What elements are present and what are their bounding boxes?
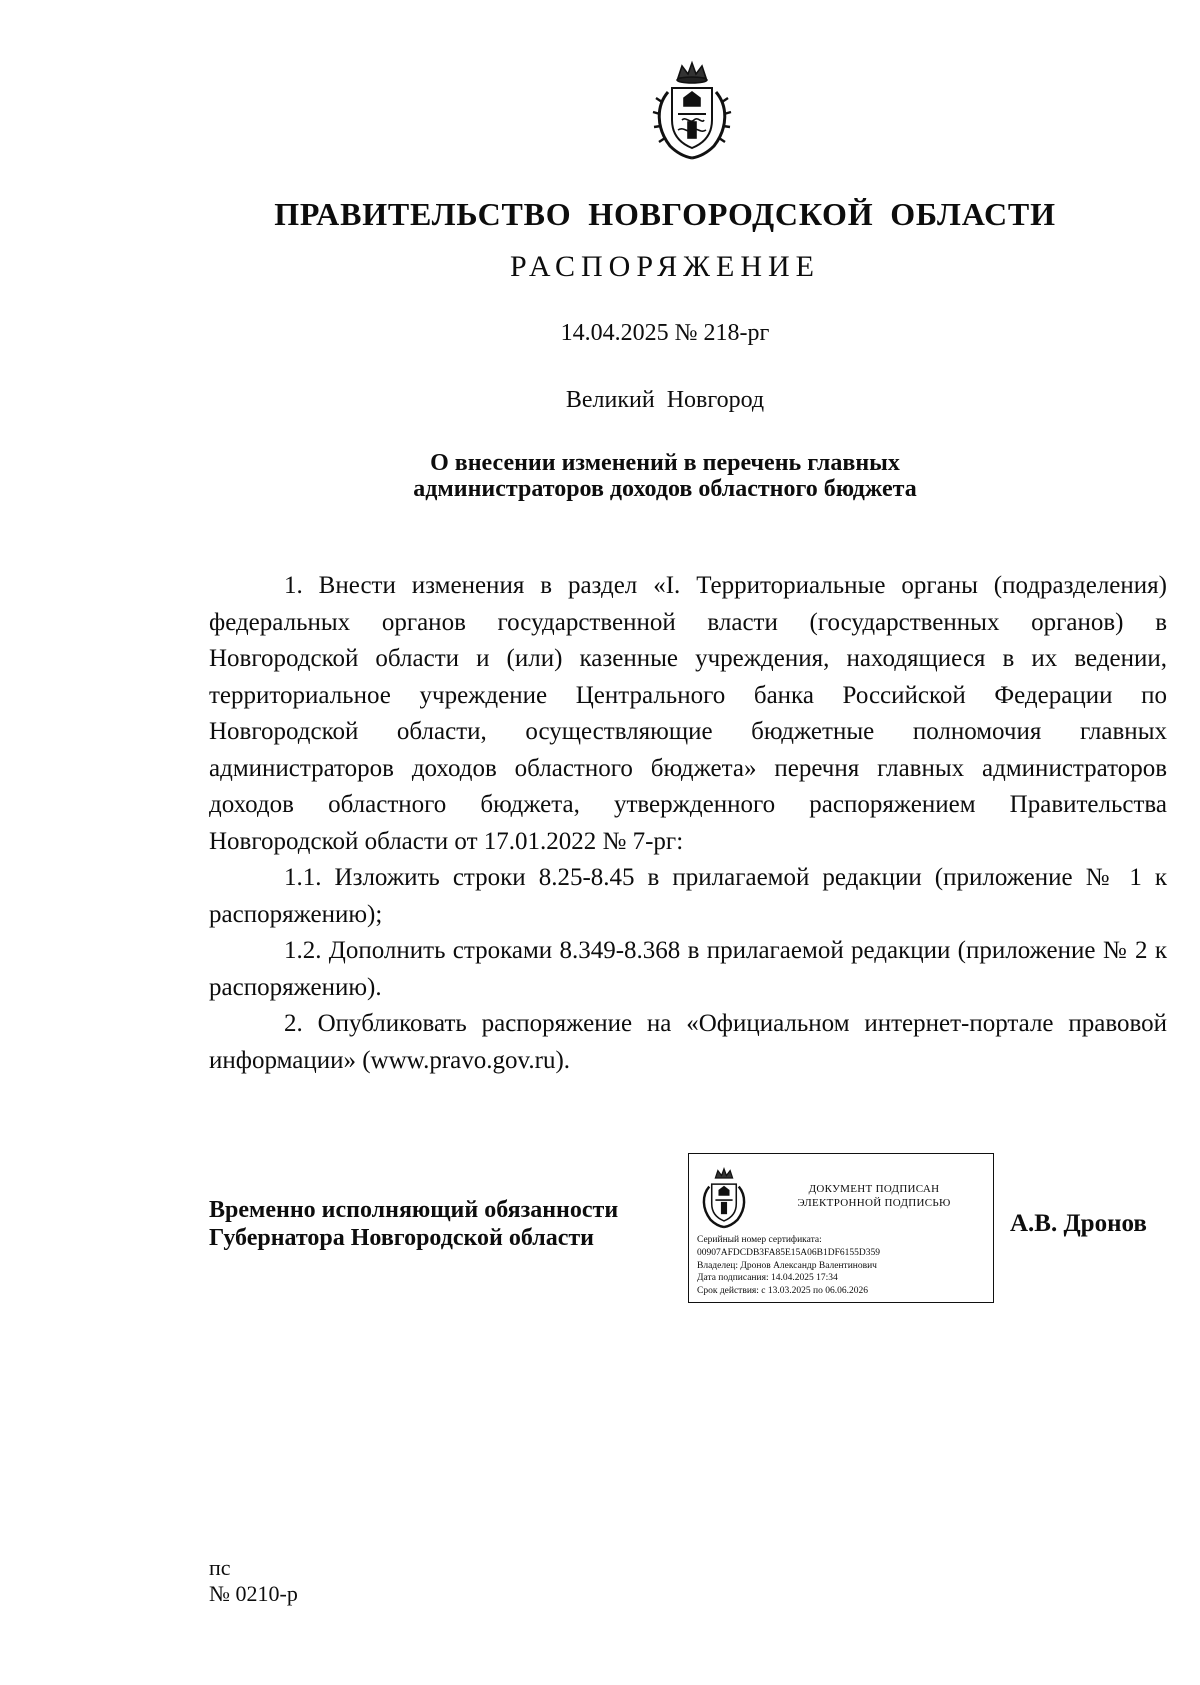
electronic-signature-stamp xyxy=(688,1153,994,1303)
document-subject xyxy=(0,450,1200,502)
paragraph-2: 2. Опубликовать распоряжение на «Официальном интернет-портале правовой информации» (www.pravo.gov.ru). xyxy=(209,1010,1167,1074)
subject-line-1: О внесении изменений в перечень главных xyxy=(430,450,900,476)
paragraph-1: 1. Внести изменения в раздел «I. Территориальные органы (подразделения) федеральных органов государственной власти (государственных органов) в Новгородской области и (или) казенные учреждения, находящиеся в их ведении, территориальное учреждение Центрального банка Российской Федерации по Новгородской области, осуществляющие бюджетные полномочия главных администраторов доходов областного бюджета» перечня главных администраторов доходов областного бюджета, утвержденного распоряжением Правительства Новгородской области от 17.01.2022 № 7-рг: xyxy=(209,572,1167,855)
footer-line-1: пс xyxy=(209,1555,231,1580)
stamp-owner: Владелец: Дронов Александр Валентинович xyxy=(697,1260,877,1271)
footer-code xyxy=(209,1555,298,1607)
stamp-coat-of-arms-icon xyxy=(697,1164,751,1230)
stamp-signed-date: Дата подписания: 14.04.2025 17:34 xyxy=(697,1273,838,1284)
coat-of-arms-icon xyxy=(648,58,736,160)
subject-line-2: администраторов доходов областного бюджета xyxy=(413,476,917,502)
signatory-position xyxy=(209,1196,689,1252)
stamp-details xyxy=(697,1234,989,1298)
stamp-title xyxy=(759,1182,989,1210)
government-title: ПРАВИТЕЛЬСТВО НОВГОРОДСКОЙ ОБЛАСТИ xyxy=(274,196,1056,232)
document-body xyxy=(209,568,1167,1079)
signatory-name: А.В. Дронов xyxy=(1010,1210,1147,1237)
stamp-title-line-1: ДОКУМЕНТ ПОДПИСАН xyxy=(808,1183,940,1195)
document-type: РАСПОРЯЖЕНИЕ xyxy=(509,250,821,283)
paragraph-1-1: 1.1. Изложить строки 8.25-8.45 в прилагаемой редакции (приложение № 1 к распоряжению); xyxy=(209,864,1167,928)
stamp-title-line-2: ЭЛЕКТРОННОЙ ПОДПИСЬЮ xyxy=(797,1197,951,1209)
position-line-1: Временно исполняющий обязанности xyxy=(209,1197,619,1223)
stamp-validity: Срок действия: с 13.03.2025 по 06.06.2026 xyxy=(697,1286,868,1297)
position-line-2: Губернатора Новгородской области xyxy=(209,1225,595,1251)
footer-line-2: № 0210-р xyxy=(209,1581,298,1606)
paragraph-1-2: 1.2. Дополнить строками 8.349-8.368 в прилагаемой редакции (приложение № 2 к распоряжению). xyxy=(209,937,1167,1001)
stamp-serial: 00907AFDCDB3FA85E15A06B1DF6155D359 xyxy=(697,1247,880,1258)
document-number: 14.04.2025 № 218-рг xyxy=(560,320,770,346)
document-city: Великий Новгород xyxy=(565,387,765,413)
stamp-serial-label: Серийный номер сертификата: xyxy=(697,1235,822,1245)
